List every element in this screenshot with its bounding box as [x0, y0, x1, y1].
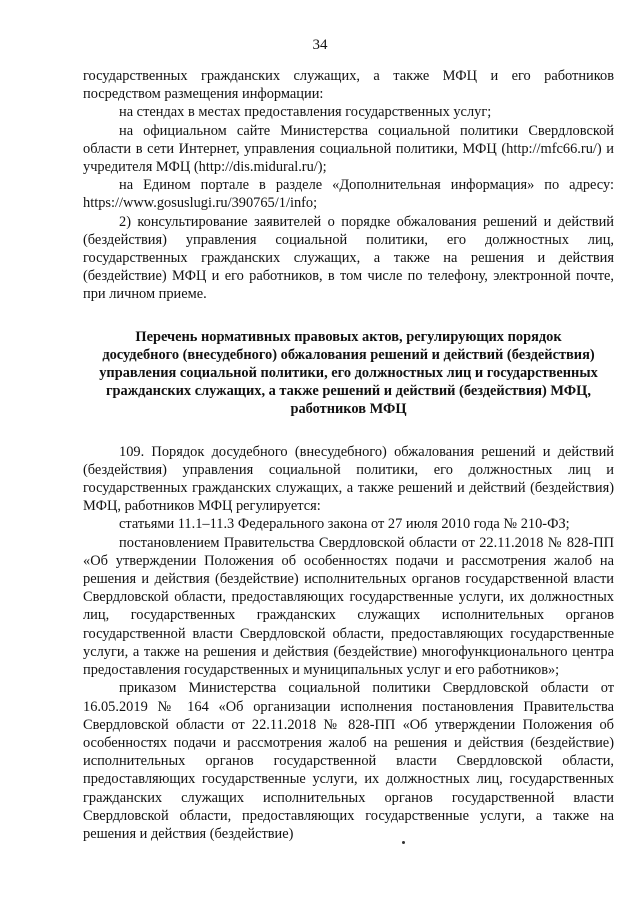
- paragraph-continuation: государственных гражданских служащих, а также МФЦ и его работников посредством размещения информации:: [83, 68, 614, 103]
- document-body: [83, 67, 614, 843]
- heading-line: управления социальной политики, его должностных лиц и государственных: [99, 365, 598, 382]
- page-mark: [402, 841, 405, 844]
- paragraph-official-site: на официальном сайте Министерства социальной политики Свердловской области в сети Интернет, управления социальной политики, МФЦ (http://mfc66.ru/) и учредителя МФЦ (http://dis.midural.ru/);: [83, 122, 614, 176]
- heading-line: работников МФЦ: [290, 401, 407, 418]
- paragraph-stands: на стендах в местах предоставления государственных услуг;: [119, 104, 492, 121]
- paragraph-consulting: 2) консультирование заявителей о порядке обжалования решений и действий (бездействия) управления социальной политики, его должностных лиц, государственных гражданских служащих, а также на решения и действия (бездействие) МФЦ и его работников, в том числе по телефону, электронной почте, при личном приеме.: [83, 213, 614, 303]
- paragraph-ministry-order: приказом Министерства социальной политики Свердловской области от 16.05.2019 № 164 «Об организации исполнения постановления Правительства Свердловской области от 22.11.2018 № 828-ПП «Об утверждении Положения об особенностях подачи и рассмотрения жалоб на решения и действия (бездействие) исполнительных органов государственной власти Свердловской области, предоставляющих государственные услуги, их должностных лиц, государственных гражданских служащих исполнительных органов государственной власти Свердловской области, предоставляющих государственные услуги, а также на решения и действия (бездействие): [83, 680, 614, 842]
- paragraph-unified-portal: на Едином портале в разделе «Дополнительная информация» по адресу: https://www.gosuslugi.ru/390765/1/info;: [83, 177, 614, 212]
- paragraph-federal-law: статьями 11.1–11.3 Федерального закона от 27 июля 2010 года № 210-ФЗ;: [119, 516, 570, 533]
- section-heading: [83, 328, 614, 419]
- heading-line: Перечень нормативных правовых актов, регулирующих порядок: [135, 328, 562, 345]
- heading-line: досудебного (внесудебного) обжалования решений и действий (бездействия): [102, 346, 595, 363]
- heading-line: гражданских служащих, а также решений и действий (бездействия) МФЦ,: [106, 383, 591, 400]
- page-number: 34: [312, 37, 328, 53]
- paragraph-109: 109. Порядок досудебного (внесудебного) обжалования решений и действий (бездействия) управления социальной политики, его должностных лиц и государственных гражданских служащих, а также решений и действий (бездействия) МФЦ, работников МФЦ регулируется:: [83, 443, 614, 515]
- paragraph-government-resolution: постановлением Правительства Свердловской области от 22.11.2018 № 828-ПП «Об утверждении Положения об особенностях подачи и рассмотрения жалоб на решения и действия (бездействие) исполнительных органов государственной власти Свердловской области, предоставляющих государственные услуги, их должностных лиц, государственных гражданских служащих исполнительных органов государственной власти Свердловской области, предоставляющих государственные услуги, а также на решения и действия (бездействие) многофункционального центра предоставления государственных и муниципальных услуг и его работников»;: [83, 534, 614, 679]
